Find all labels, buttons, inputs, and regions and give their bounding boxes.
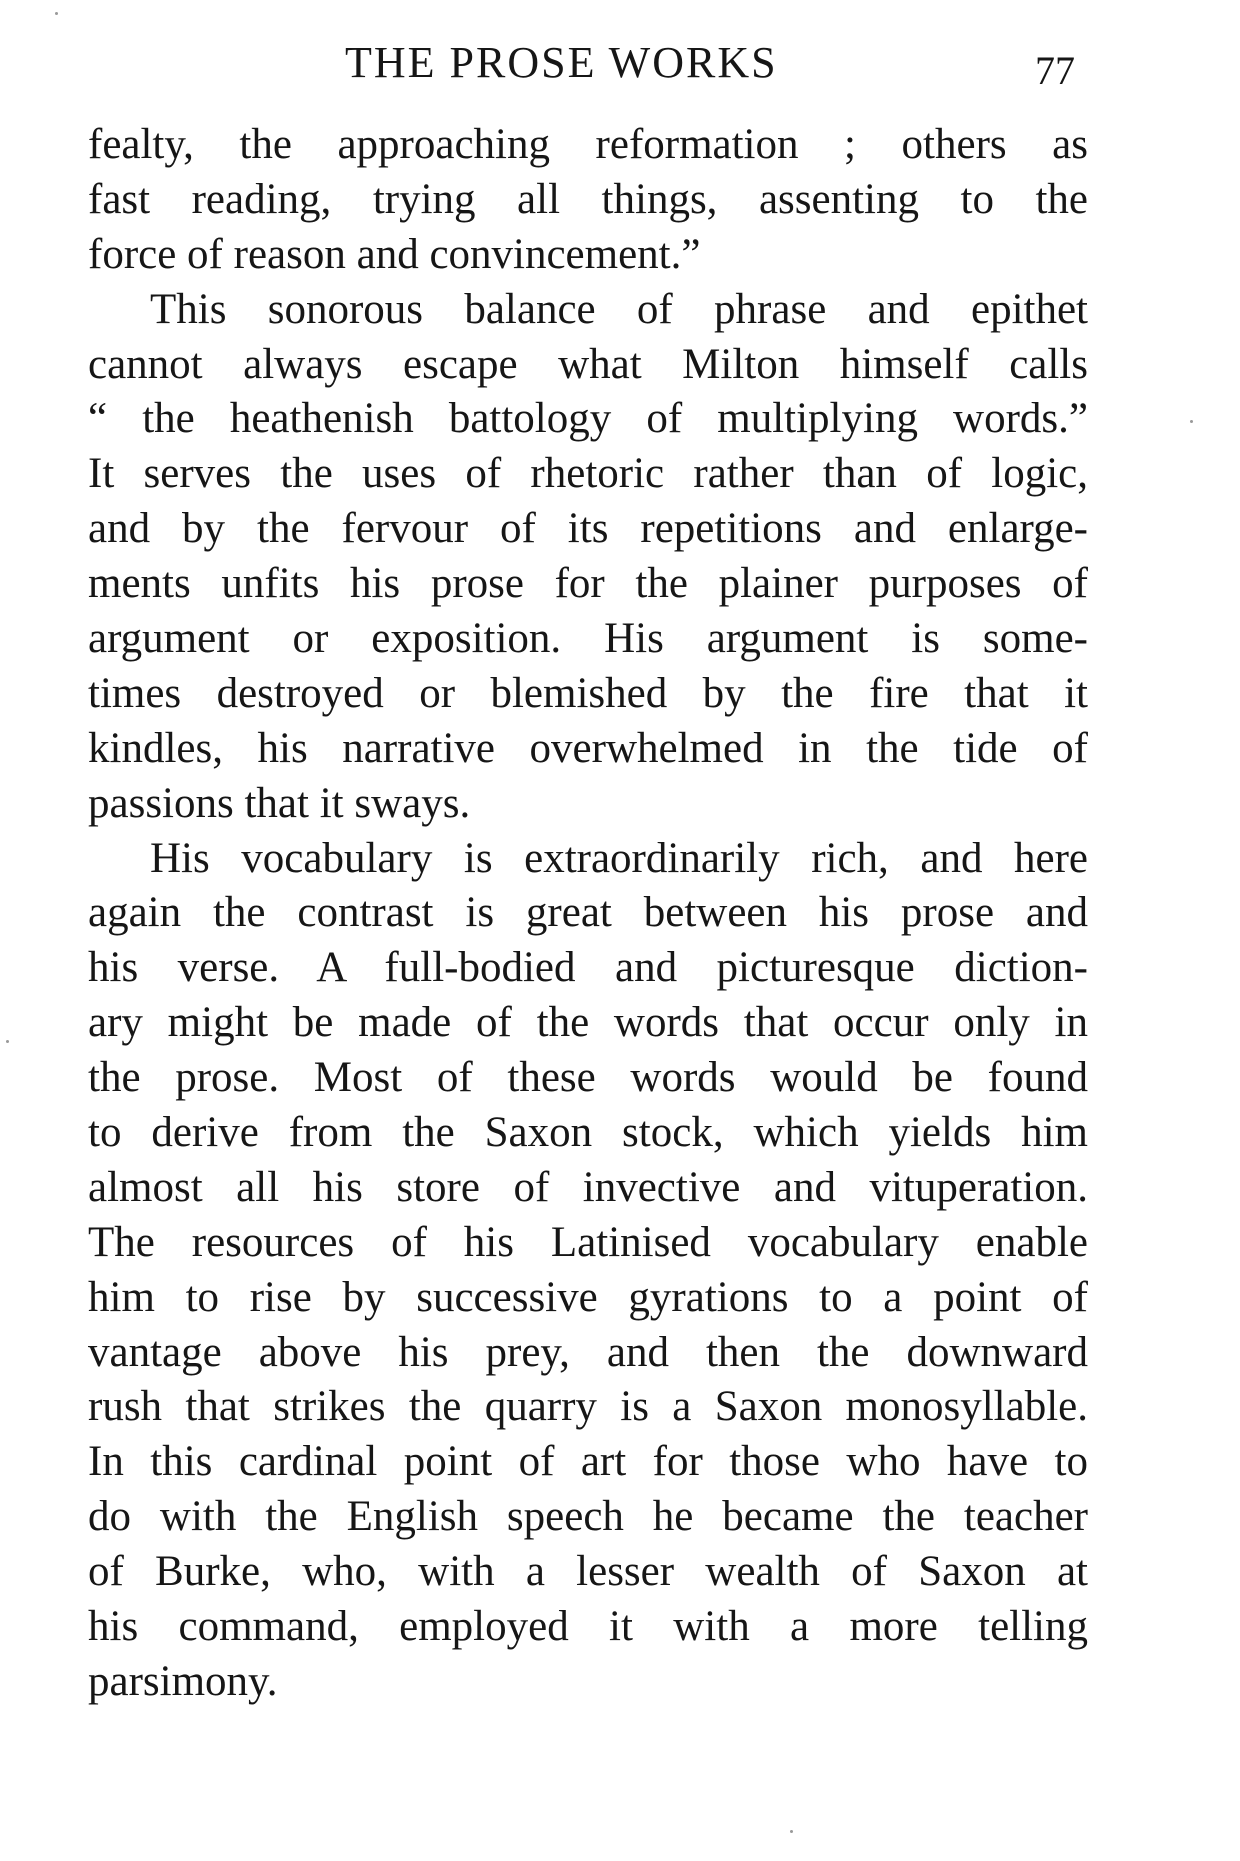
paragraph-1 [88, 118, 1088, 283]
running-title: THE PROSE WORKS [345, 38, 778, 87]
text-line: him to rise by successive gyrations to a point of [88, 1273, 1088, 1321]
text-line: times destroyed or blemished by the fire that it [88, 669, 1088, 717]
text-line: again the contrast is great between his prose and [88, 889, 1088, 937]
text-line: to derive from the Saxon stock, which yields him [88, 1109, 1088, 1157]
paper-speck [6, 1040, 9, 1043]
paragraph-2 [88, 283, 1088, 832]
text-line: This sonorous balance of phrase and epithet [150, 285, 1088, 333]
text-line: ary might be made of the words that occur only in [88, 999, 1088, 1047]
text-line: his command, employed it with a more telling [88, 1603, 1088, 1651]
text-line: passions that it sways. [88, 779, 471, 827]
paragraph-3 [88, 832, 1088, 1710]
text-line: ments unfits his prose for the plainer purposes of [88, 560, 1088, 608]
text-line: parsimony. [88, 1657, 278, 1705]
text-line: fealty, the approaching reformation ; others as [88, 121, 1088, 168]
text-line: do with the English speech he became the teacher [88, 1493, 1088, 1541]
text-line: of Burke, who, with a lesser wealth of Saxon at [88, 1548, 1088, 1596]
text-line: the prose. Most of these words would be found [88, 1054, 1088, 1102]
text-line: argument or exposition. His argument is some- [88, 615, 1088, 663]
text-line: In this cardinal point of art for those who have to [88, 1438, 1088, 1486]
text-line: kindles, his narrative overwhelmed in the tide of [88, 724, 1088, 772]
text-line: his verse. A full-bodied and picturesque diction- [88, 944, 1088, 992]
text-line: The resources of his Latinised vocabulary enable [88, 1218, 1088, 1266]
text-line: vantage above his prey, and then the downward [88, 1328, 1088, 1376]
text-line: and by the fervour of its repetitions and enlarge- [88, 505, 1088, 553]
text-line: It serves the uses of rhetoric rather than of logic, [88, 450, 1088, 498]
text-line: almost all his store of invective and vituperation. [88, 1163, 1088, 1211]
text-line: force of reason and convincement.” [88, 230, 701, 278]
text-line: fast reading, trying all things, assenting to the [88, 175, 1088, 223]
text-line: rush that strikes the quarry is a Saxon monosyllable. [88, 1383, 1088, 1431]
paper-speck [1190, 420, 1193, 423]
text-block [88, 118, 1088, 1710]
text-line: “ the heathenish battology of multiplying words.” [88, 395, 1088, 443]
text-line: cannot always escape what Milton himself calls [88, 340, 1088, 388]
paper-speck [790, 1830, 793, 1833]
text-line: His vocabulary is extraordinarily rich, and here [150, 834, 1088, 882]
running-head [0, 28, 1240, 98]
paper-speck [55, 12, 58, 15]
page-number: 77 [1035, 48, 1075, 93]
